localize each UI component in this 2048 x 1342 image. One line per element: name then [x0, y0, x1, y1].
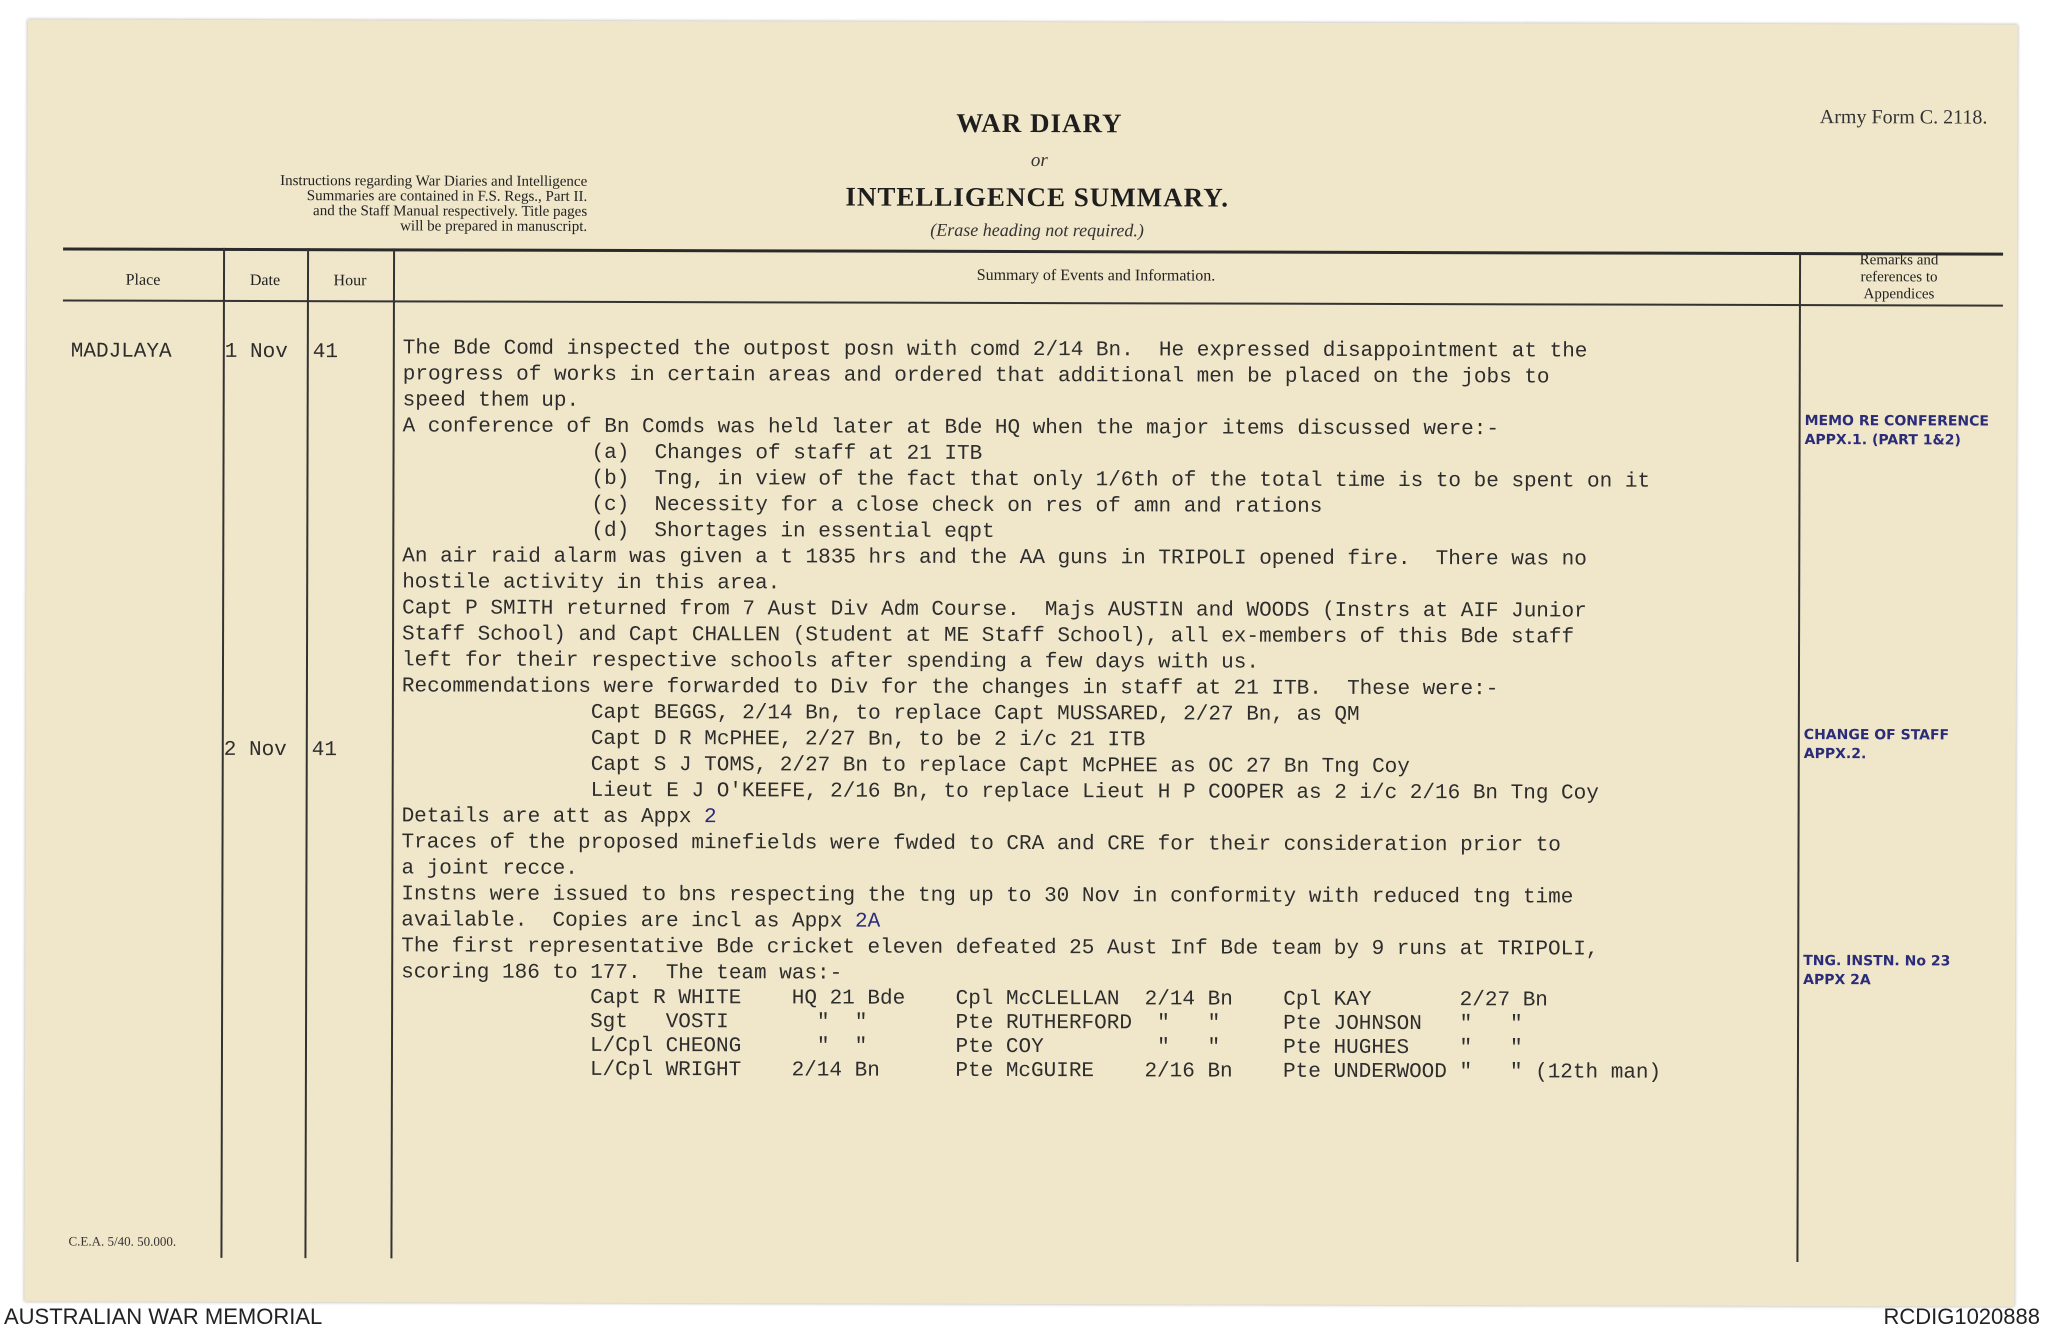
column-header-place: Place — [125, 271, 161, 289]
instructions-line: and the Staff Manual respectively. Title pages — [313, 203, 588, 220]
column-divider — [390, 248, 395, 1258]
hour-entry: 41 — [311, 739, 338, 763]
column-header-hour: Hour — [333, 272, 367, 290]
column-header-remarks: Remarks and references to Appendices — [1859, 252, 1939, 303]
summary-line: a joint recce. — [401, 857, 578, 881]
summary-line: Sgt VOSTI " " Pte RUTHERFORD " " Pte JOHNSON " " — [401, 1010, 1523, 1037]
summary-line: (c) Necessity for a close check on res of amn and rations — [402, 493, 1323, 519]
remark-training-instruction: TNG. INSTN. No 23 APPX 2A — [1803, 953, 1951, 989]
print-code: C.E.A. 5/40. 50.000. — [68, 1233, 177, 1249]
place-entry: MADJLAYA — [70, 340, 172, 364]
handwritten-appx-2a: 2A — [854, 910, 881, 934]
instructions-line: Instructions regarding War Diaries and Intelligence — [280, 173, 588, 190]
column-header-summary: Summary of Events and Information. — [976, 266, 1216, 285]
summary-line: progress of works in certain areas and ordered that additional men be placed on the jobs to — [402, 363, 1550, 390]
summary-line: The first representative Bde cricket eleven defeated 25 Aust Inf Bde team by 9 runs at TRIPOLI, — [401, 935, 1599, 962]
summary-line: An air raid alarm was given a t 1835 hrs and the AA guns in TRIPOLI opened fire. There was no — [402, 545, 1587, 572]
summary-line: Capt S J TOMS, 2/27 Bn to replace Capt McPHEE as OC 27 Bn Tng Coy — [401, 753, 1410, 780]
summary-line: Capt R WHITE HQ 21 Bde Cpl McCLELLAN 2/14 Bn Cpl KAY 2/27 Bn — [401, 986, 1548, 1013]
summary-line: Recommendations were forwarded to Div for the changes in staff at 21 ITB. These were:- — [401, 675, 1499, 702]
summary-line: Staff School) and Capt CHALLEN (Student at ME Staff School), all ex-members of this Bde staff — [402, 623, 1575, 650]
summary-line: The Bde Comd inspected the outpost posn with comd 2/14 Bn. He expressed disappointment at the — [402, 337, 1588, 364]
instructions-text — [87, 174, 587, 235]
title-or: or — [1030, 150, 1048, 172]
column-divider — [1796, 252, 1801, 1262]
handwritten-appx-2: 2 — [704, 806, 717, 830]
summary-line — [402, 804, 1662, 833]
diary-title: WAR DIARY — [956, 107, 1123, 139]
remark-memo-conference: MEMO RE CONFERENCE APPX.1. (PART 1&2) — [1804, 413, 1990, 449]
summary-line: scoring 186 to 177. The team was:- — [401, 961, 843, 986]
summary-line: Traces of the proposed minefields were fwded to CRA and CRE for their consideration prior to — [401, 831, 1561, 858]
summary-line: L/Cpl CHEONG " " Pte COY " " Pte HUGHES " " — [400, 1034, 1523, 1061]
date-entry: 1 Nov — [224, 340, 288, 365]
summary-line: left for their respective schools after spending a few days with us. — [401, 649, 1259, 675]
hour-entry: 41 — [312, 341, 339, 365]
diary-page — [24, 19, 2017, 1306]
summary-line: Capt D R McPHEE, 2/27 Bn, to be 2 i/c 21 ITB — [401, 727, 1146, 753]
summary-line: Capt P SMITH returned from 7 Aust Div Adm Course. Majs AUSTIN and WOODS (Instrs at AIF Junior — [402, 597, 1587, 624]
footer-source: AUSTRALIAN WAR MEMORIAL — [4, 1304, 323, 1329]
summary-line: speed them up. — [402, 389, 580, 413]
diary-subtitle: INTELLIGENCE SUMMARY. — [845, 181, 1230, 213]
summary-line: Lieut E J O'KEEFE, 2/16 Bn, to replace Lieut H P COOPER as 2 i/c 2/16 Bn Tng Coy — [401, 779, 1599, 806]
summary-line: Instns were issued to bns respecting the tng up to 30 Nov in conformity with reduced tng time — [401, 883, 1574, 910]
column-divider — [304, 248, 309, 1258]
army-form-number: Army Form C. 2118. — [1819, 106, 1988, 129]
summary-line: (b) Tng, in view of the fact that only 1/6th of the total time is to be spent on it — [402, 467, 1651, 494]
summary-line-text: Details are att as Appx — [401, 805, 705, 830]
summary-line: Capt BEGGS, 2/14 Bn, to replace Capt MUSSARED, 2/27 Bn, as QM — [401, 701, 1360, 727]
summary-line — [401, 908, 1661, 937]
date-entry: 2 Nov — [223, 738, 287, 763]
summary-line: A conference of Bn Comds was held later at Bde HQ when the major items discussed were:- — [402, 415, 1500, 442]
remark-change-of-staff: CHANGE OF STAFF APPX.2. — [1803, 727, 1950, 763]
summary-text — [401, 336, 1663, 1085]
column-header-date: Date — [249, 271, 281, 290]
footer-catalogue-id: RCDIG1020888 — [1883, 1304, 2040, 1329]
table-top-rule — [63, 247, 2003, 255]
instructions-line: will be prepared in manuscript. — [400, 218, 588, 235]
summary-line: L/Cpl WRIGHT 2/14 Bn Pte McGUIRE 2/16 Bn Pte UNDERWOOD " " (12th man) — [400, 1058, 1662, 1085]
summary-line: hostile activity in this area. — [402, 571, 781, 596]
instructions-line: Summaries are contained in F.S. Regs., Part II. — [306, 188, 588, 205]
summary-line: (a) Changes of staff at 21 ITB — [402, 441, 983, 466]
summary-line-text: available. Copies are incl as Appx — [401, 909, 856, 934]
erase-note: (Erase heading not required.) — [930, 219, 1144, 241]
summary-line: (d) Shortages in essential eqpt — [402, 519, 995, 544]
table-header-rule — [63, 299, 2003, 306]
